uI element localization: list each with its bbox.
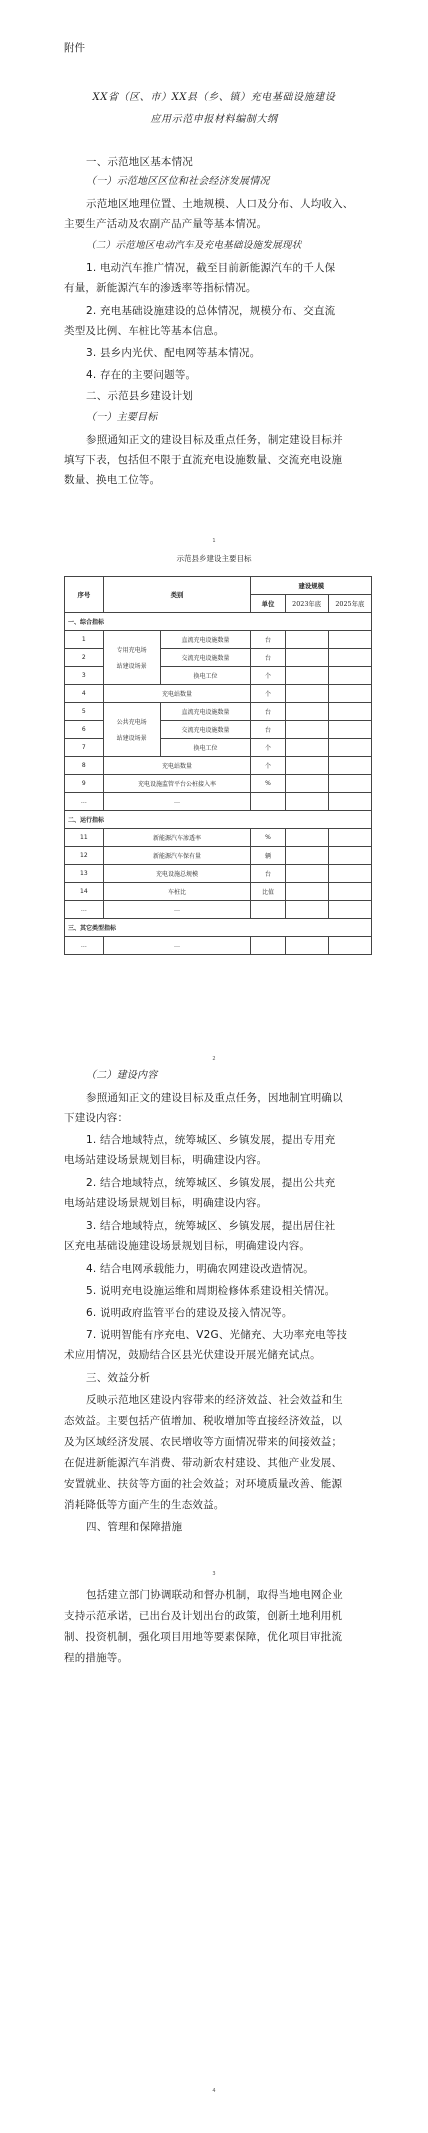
table-row <box>65 829 372 847</box>
row-unit: 比值 <box>251 883 285 901</box>
cell-2025 <box>328 631 371 649</box>
row-no: 12 <box>65 847 104 865</box>
cell-2025 <box>328 865 371 883</box>
row-no: 14 <box>65 883 104 901</box>
table-row <box>65 883 372 901</box>
row-no: 9 <box>65 775 104 793</box>
cell-2025 <box>328 829 371 847</box>
doc-title-line1: XX省（区、市）XX县（乡、镇）充电基础设施建设 <box>92 92 336 103</box>
section-2-1-heading: （一）主要目标 <box>86 412 158 423</box>
para-15-line3: 及为区域经济发展、农民增收等方面情况带来的间接效益； <box>64 1436 343 1448</box>
cell-2023 <box>285 865 328 883</box>
row-item: 新能源汽车保有量 <box>103 847 251 865</box>
para-4: 3. 县乡内光伏、配电网等基本情况。 <box>86 347 261 359</box>
page-number-2: 2 <box>212 1056 216 1062</box>
cell-2023 <box>285 847 328 865</box>
section-row-3: 三、其它类型指标 <box>65 919 372 937</box>
para-3-line1: 2. 充电基础设施建设的总体情况，规模分布、交直流 <box>86 305 336 317</box>
row-unit <box>251 793 285 811</box>
row-no: 2 <box>65 649 104 667</box>
cell-2025 <box>328 703 371 721</box>
para-2-line2: 有量，新能源汽车的渗透率等指标情况。 <box>64 282 257 294</box>
goals-table <box>64 576 372 955</box>
row-unit: 辆 <box>251 847 285 865</box>
para-10-line1: 3. 结合地域特点，统筹城区、乡镇发展，提出居住社 <box>86 1220 336 1232</box>
cell-2023 <box>285 901 328 919</box>
para-16-line3: 制、投资机制，强化项目用地等要素保障，优化项目审批流 <box>64 1631 343 1643</box>
header-no: 序号 <box>65 577 104 613</box>
row-no: 8 <box>65 757 104 775</box>
row-no: 4 <box>65 685 104 703</box>
cell-2023 <box>285 649 328 667</box>
para-12: 5. 说明充电设施运维和周期检修体系建设相关情况。 <box>86 1285 336 1297</box>
cell-2025 <box>328 685 371 703</box>
row-item: 交流充电设施数量 <box>160 721 251 739</box>
row-no: … <box>65 901 104 919</box>
cell-2023 <box>285 721 328 739</box>
row-unit: 台 <box>251 703 285 721</box>
row-item: 直流充电设施数量 <box>160 703 251 721</box>
para-10-line2: 区充电基础设施建设场景规划目标，明确建设内容。 <box>64 1240 311 1252</box>
row-item: 换电工位 <box>160 667 251 685</box>
row-no: 1 <box>65 631 104 649</box>
cell-2025 <box>328 847 371 865</box>
group-dedicated <box>103 631 160 685</box>
para-15-line1: 反映示范地区建设内容带来的经济效益、社会效益和生 <box>86 1394 343 1406</box>
row-no: 5 <box>65 703 104 721</box>
group-public-line2: 站建设场景 <box>116 735 147 742</box>
para-15-line4: 在促进新能源汽车消费、带动新农村建设、其他产业发展、 <box>64 1457 343 1469</box>
para-13: 6. 说明政府监管平台的建设及接入情况等。 <box>86 1307 293 1319</box>
cell-2023 <box>285 667 328 685</box>
para-8-line2: 电场站建设场景规划目标，明确建设内容。 <box>64 1154 268 1166</box>
para-15-line6: 消耗降低等方面产生的生态效益。 <box>64 1499 225 1511</box>
row-unit: 台 <box>251 721 285 739</box>
para-1-line2: 主要生产活动及农副产品产量等基本情况。 <box>64 218 268 230</box>
row-unit: 个 <box>251 739 285 757</box>
header-unit: 单位 <box>251 595 285 613</box>
row-item: 交流充电设施数量 <box>160 649 251 667</box>
section-2-heading: 二、示范县乡建设计划 <box>86 390 193 402</box>
table-row <box>65 757 372 775</box>
row-unit: 个 <box>251 667 285 685</box>
cell-2023 <box>285 631 328 649</box>
page-number-3: 3 <box>212 1571 216 1577</box>
row-no: … <box>65 793 104 811</box>
header-2025: 2025年底 <box>328 595 371 613</box>
table-row <box>65 901 372 919</box>
table-row <box>65 937 372 955</box>
section-2-2-heading: （二）建设内容 <box>86 1070 158 1081</box>
row-unit: % <box>251 775 285 793</box>
section-row-2: 二、运行指标 <box>65 811 372 829</box>
row-item: 充电站数量 <box>103 685 251 703</box>
cell-2023 <box>285 757 328 775</box>
cell-2023 <box>285 775 328 793</box>
row-unit: 台 <box>251 865 285 883</box>
para-5: 4. 存在的主要问题等。 <box>86 369 197 381</box>
row-item: … <box>103 793 251 811</box>
row-item: 充电设施监管平台公桩接入率 <box>103 775 251 793</box>
cell-2023 <box>285 703 328 721</box>
para-8-line1: 1. 结合地域特点，统筹城区、乡镇发展，提出专用充 <box>86 1134 336 1146</box>
cell-2023 <box>285 793 328 811</box>
row-item: 车桩比 <box>103 883 251 901</box>
row-unit: % <box>251 829 285 847</box>
section-1-heading: 一、示范地区基本情况 <box>86 156 193 168</box>
para-14-line1: 7. 说明智能有序充电、V2G、光储充、大功率充电等技 <box>86 1329 348 1341</box>
doc-title-line2: 应用示范申报材料编制大纲 <box>150 114 278 125</box>
cell-2025 <box>328 937 371 955</box>
row-unit: 个 <box>251 685 285 703</box>
section-4-heading: 四、管理和保障措施 <box>86 1521 183 1533</box>
cell-2025 <box>328 757 371 775</box>
group-dedicated-line1: 专用充电场 <box>116 647 147 654</box>
para-7-line1: 参照通知正文的建设目标及重点任务，因地制宜明确以 <box>86 1092 343 1104</box>
row-item: 换电工位 <box>160 739 251 757</box>
group-dedicated-line2: 站建设场景 <box>116 663 147 670</box>
row-unit: 个 <box>251 757 285 775</box>
cell-2023 <box>285 739 328 757</box>
row-item: … <box>103 901 251 919</box>
section-1-1-heading: （一）示范地区区位和社会经济发展情况 <box>86 176 270 187</box>
table-row <box>65 865 372 883</box>
header-scale: 建设规模 <box>251 577 372 595</box>
para-16-line1: 包括建立部门协调联动和督办机制，取得当地电网企业 <box>86 1589 343 1601</box>
row-no: 11 <box>65 829 104 847</box>
cell-2025 <box>328 649 371 667</box>
cell-2025 <box>328 883 371 901</box>
cell-2025 <box>328 667 371 685</box>
row-no: 13 <box>65 865 104 883</box>
row-unit <box>251 901 285 919</box>
attachment-label: 附件 <box>64 42 85 54</box>
row-unit: 台 <box>251 649 285 667</box>
row-item: … <box>103 937 251 955</box>
para-6-line2: 填写下表，包括但不限于直流充电设施数量、交流充电设施 <box>64 454 343 466</box>
row-item: 新能源汽车渗透率 <box>103 829 251 847</box>
section-1-2-heading: （二）示范地区电动汽车及充电基础设施发展现状 <box>86 240 302 251</box>
para-7-line2: 下建设内容： <box>64 1112 129 1124</box>
para-6-line3: 数量、换电工位等。 <box>64 474 161 486</box>
para-15-line2: 态效益。主要包括产值增加、税收增加等直接经济效益，以 <box>64 1415 343 1427</box>
table-caption: 示范县乡建设主要目标 <box>176 554 252 563</box>
section-3-heading: 三、效益分析 <box>86 1372 151 1384</box>
row-unit: 台 <box>251 631 285 649</box>
table-row <box>65 703 372 721</box>
group-public <box>103 703 160 757</box>
cell-2025 <box>328 793 371 811</box>
cell-2023 <box>285 685 328 703</box>
table-row <box>65 793 372 811</box>
cell-2023 <box>285 883 328 901</box>
para-16-line2: 支持示范承诺，已出台及计划出台的政策，创新土地利用机 <box>64 1610 343 1622</box>
table-row <box>65 685 372 703</box>
para-14-line2: 术应用情况，鼓励结合区县光伏建设开展光储充试点。 <box>64 1349 321 1361</box>
row-no: 6 <box>65 721 104 739</box>
cell-2025 <box>328 901 371 919</box>
para-9-line1: 2. 结合地域特点，统筹城区、乡镇发展，提出公共充 <box>86 1177 336 1189</box>
row-no: 7 <box>65 739 104 757</box>
para-9-line2: 电场站建设场景规划目标，明确建设内容。 <box>64 1197 268 1209</box>
row-item: 直流充电设施数量 <box>160 631 251 649</box>
row-item: 充电设施总规模 <box>103 865 251 883</box>
para-3-line2: 类型及比例、车桩比等基本信息。 <box>64 325 225 337</box>
cell-2023 <box>285 937 328 955</box>
header-2023: 2023年底 <box>285 595 328 613</box>
para-1-line1: 示范地区地理位置、土地规模、人口及分布、人均收入、 <box>86 198 354 210</box>
cell-2025 <box>328 721 371 739</box>
para-2-line1: 1. 电动汽车推广情况，截至目前新能源汽车的千人保 <box>86 262 336 274</box>
para-15-line5: 安置就业、扶贫等方面的社会效益；对环境质量改善、能源 <box>64 1478 343 1490</box>
cell-2023 <box>285 829 328 847</box>
table-row <box>65 775 372 793</box>
group-public-line1: 公共充电场 <box>116 719 147 726</box>
row-unit <box>251 937 285 955</box>
table-row <box>65 631 372 649</box>
row-no: … <box>65 937 104 955</box>
page-number-4: 4 <box>212 2088 216 2094</box>
para-16-line4: 程的措施等。 <box>64 1652 129 1664</box>
para-11: 4. 结合电网承载能力，明确农网建设改造情况。 <box>86 1263 314 1275</box>
row-item: 充电站数量 <box>103 757 251 775</box>
page-number-1: 1 <box>212 538 216 544</box>
section-row-1: 一、综合指标 <box>65 613 372 631</box>
cell-2025 <box>328 775 371 793</box>
row-no: 3 <box>65 667 104 685</box>
para-6-line1: 参照通知正文的建设目标及重点任务，制定建设目标并 <box>86 434 343 446</box>
cell-2025 <box>328 739 371 757</box>
header-category: 类别 <box>103 577 251 613</box>
table-row <box>65 847 372 865</box>
